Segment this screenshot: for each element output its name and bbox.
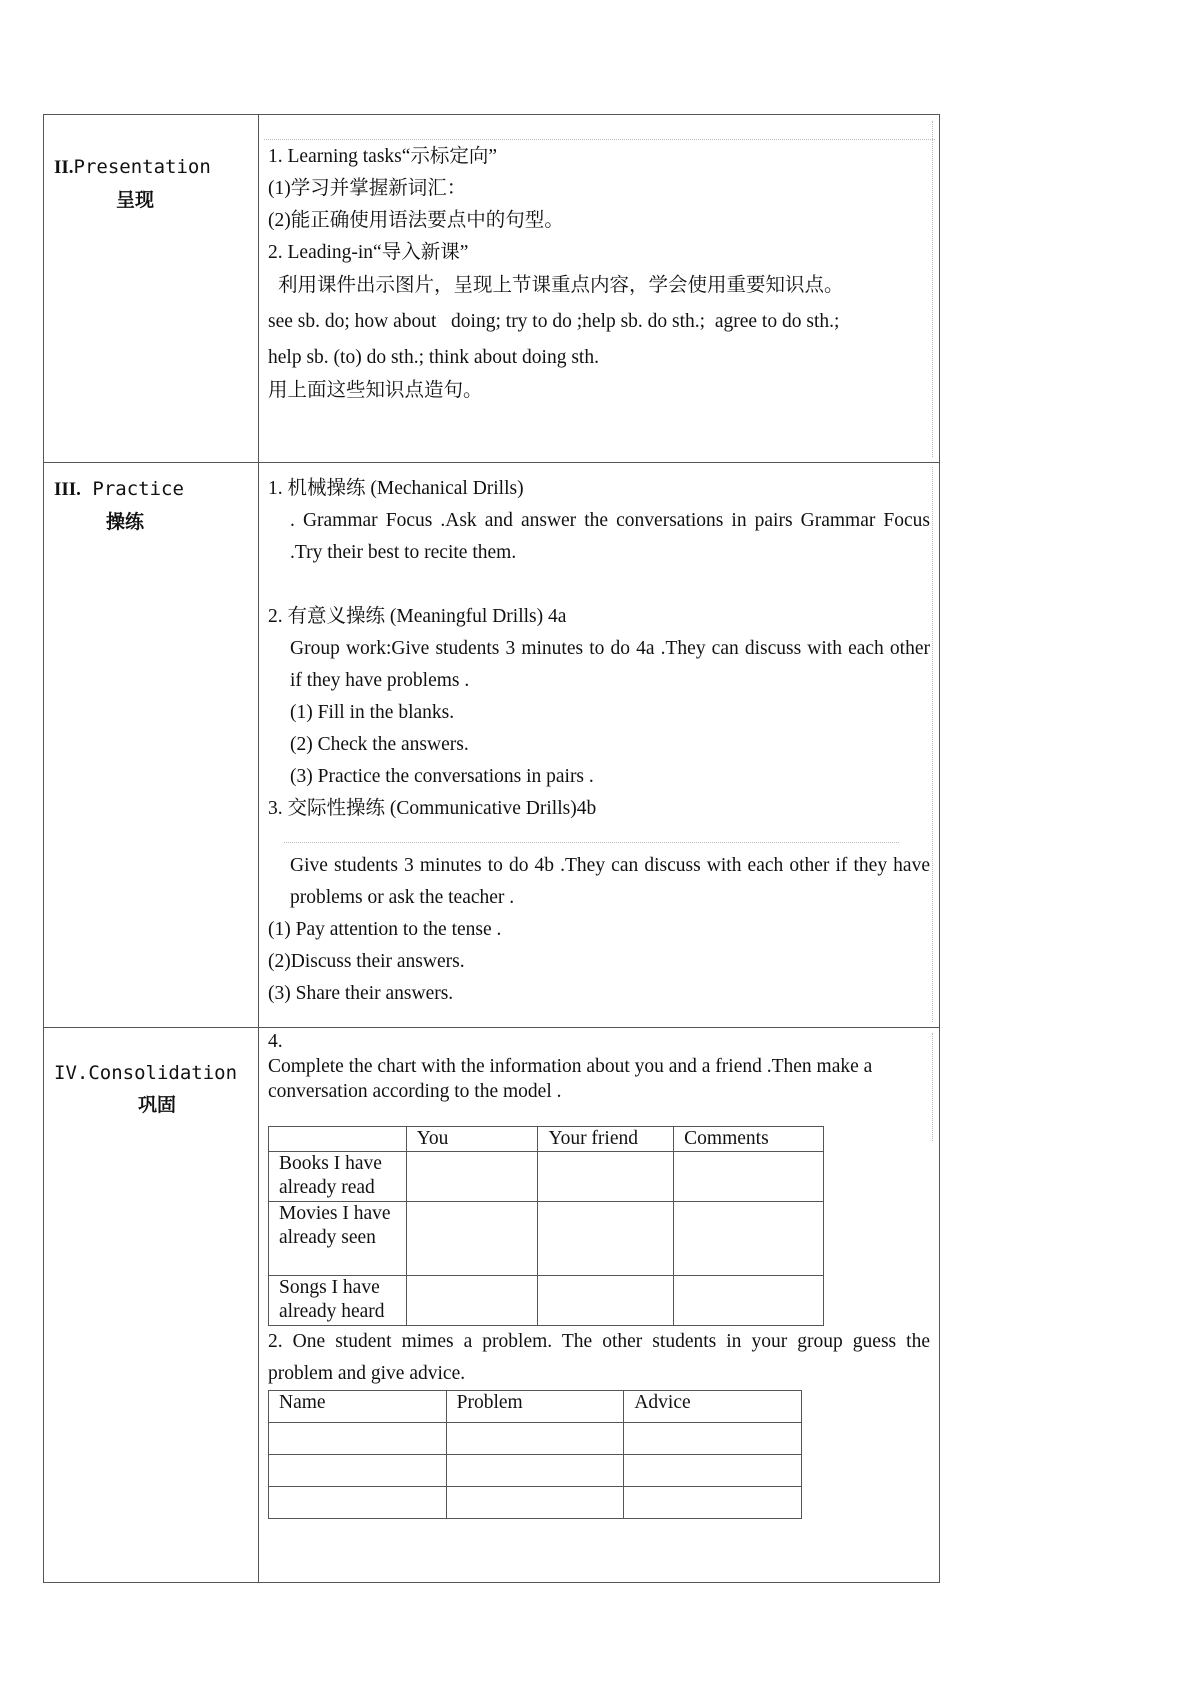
dotted-guide (264, 139, 935, 140)
table-cell-empty (269, 1455, 447, 1487)
practice-label-number: III. (54, 479, 81, 500)
table-cell-empty (406, 1152, 538, 1202)
chart-table (268, 1126, 824, 1326)
table-row (269, 1423, 802, 1455)
table-cell: Movies I have already seen (269, 1202, 407, 1276)
table-row (269, 1487, 802, 1519)
presentation-label (54, 151, 250, 216)
table-header-cell: Problem (446, 1391, 624, 1423)
drill-body: Group work:Give students 3 minutes to do 4a .They can discuss with each other if they have problems . (290, 638, 930, 691)
table-cell-empty (269, 1487, 447, 1519)
presentation-line: (2)能正确使用语法要点中的句型。 (268, 210, 564, 231)
task-intro: Complete the chart with the information about you and a friend .Then make a conversation according to the model . (268, 1056, 873, 1102)
table-cell-empty (674, 1202, 824, 1276)
presentation-line: help sb. (to) do sth.; think about doing sth. (268, 347, 599, 368)
presentation-content (268, 141, 930, 407)
dotted-guide (932, 1033, 933, 1141)
presentation-line: 2. Leading-in“导入新课” (268, 242, 469, 263)
practice-label-cn: 操练 (106, 511, 145, 533)
table-row (269, 1455, 802, 1487)
presentation-line: 1. Learning tasks“示标定向” (268, 146, 498, 167)
table-cell-empty (406, 1202, 538, 1276)
table-header-row (269, 1127, 824, 1152)
table-header-cell: Advice (624, 1391, 802, 1423)
dotted-guide (932, 467, 933, 1022)
task-two: 2. One student mimes a problem. The other students in your group guess the problem and give advice. (268, 1331, 930, 1384)
table-cell-empty (538, 1152, 674, 1202)
table-row (269, 1276, 824, 1326)
drill-step: (1) Fill in the blanks. (290, 702, 455, 723)
drill-step: (1) Pay attention to the tense . (268, 919, 502, 940)
table-cell-empty (446, 1423, 624, 1455)
table-cell-empty (269, 1423, 447, 1455)
consolidation-label (54, 1057, 250, 1121)
consolidation-label-en: IV.Consolidation (54, 1062, 238, 1084)
drill-step: (3) Practice the conversations in pairs . (290, 766, 594, 787)
dotted-guide (932, 121, 933, 457)
table-header-cell: Comments (674, 1127, 824, 1152)
spacer (268, 825, 930, 850)
column-divider (258, 115, 259, 1582)
table-header-cell: Name (269, 1391, 447, 1423)
table-cell-empty (624, 1423, 802, 1455)
table-header-cell: Your friend (538, 1127, 674, 1152)
lesson-plan-table (43, 114, 940, 1583)
table-cell-empty (674, 1276, 824, 1326)
presentation-line: 利用课件出示图片，呈现上节课重点内容，学会使用重要知识点。 (278, 275, 844, 296)
consolidation-content (268, 1029, 930, 1519)
drill-step: (2) Check the answers. (290, 734, 469, 755)
table-cell-empty (538, 1276, 674, 1326)
table-cell-empty (538, 1202, 674, 1276)
problem-table (268, 1390, 802, 1519)
table-cell-empty (674, 1152, 824, 1202)
task-number: 4. (268, 1031, 283, 1052)
table-cell-empty (446, 1455, 624, 1487)
table-cell: Songs I have already heard (269, 1276, 407, 1326)
drill-step: (2)Discuss their answers. (268, 951, 465, 972)
drill-title: 2. 有意义操练 (Meaningful Drills) 4a (268, 606, 567, 627)
practice-content (268, 473, 930, 1010)
presentation-line: (1)学习并掌握新词汇： (268, 178, 467, 199)
practice-label-en: Practice (92, 478, 184, 500)
presentation-label-cn: 呈现 (116, 189, 155, 211)
table-cell-empty (624, 1455, 802, 1487)
table-header-row (269, 1391, 802, 1423)
drill-title: 3. 交际性操练 (Communicative Drills)4b (268, 798, 597, 819)
table-cell: Books I have already read (269, 1152, 407, 1202)
drill-body: Give students 3 minutes to do 4b .They can discuss with each other if they have problems or ask the teacher . (290, 855, 930, 908)
table-row (269, 1152, 824, 1202)
table-row (269, 1202, 824, 1276)
practice-label (54, 473, 250, 538)
presentation-line: 用上面这些知识点造句。 (268, 380, 483, 401)
table-header-cell: You (406, 1127, 538, 1152)
drill-body: . Grammar Focus .Ask and answer the conversations in pairs Grammar Focus .Try their best to recite them. (290, 510, 930, 563)
table-cell-empty (446, 1487, 624, 1519)
table-header-cell (269, 1127, 407, 1152)
row-divider (44, 462, 939, 463)
presentation-label-number: II. (54, 157, 74, 178)
table-cell-empty (624, 1487, 802, 1519)
presentation-label-en: Presentation (73, 156, 211, 178)
row-divider (44, 1027, 939, 1028)
table-cell-empty (406, 1276, 538, 1326)
consolidation-label-cn: 巩固 (138, 1094, 177, 1116)
drill-step: (3) Share their answers. (268, 983, 454, 1004)
presentation-line: see sb. do; how about doing; try to do ;help sb. do sth.; agree to do sth.; (268, 311, 840, 332)
drill-title: 1. 机械操练 (Mechanical Drills) (268, 478, 524, 499)
spacer (268, 569, 930, 601)
